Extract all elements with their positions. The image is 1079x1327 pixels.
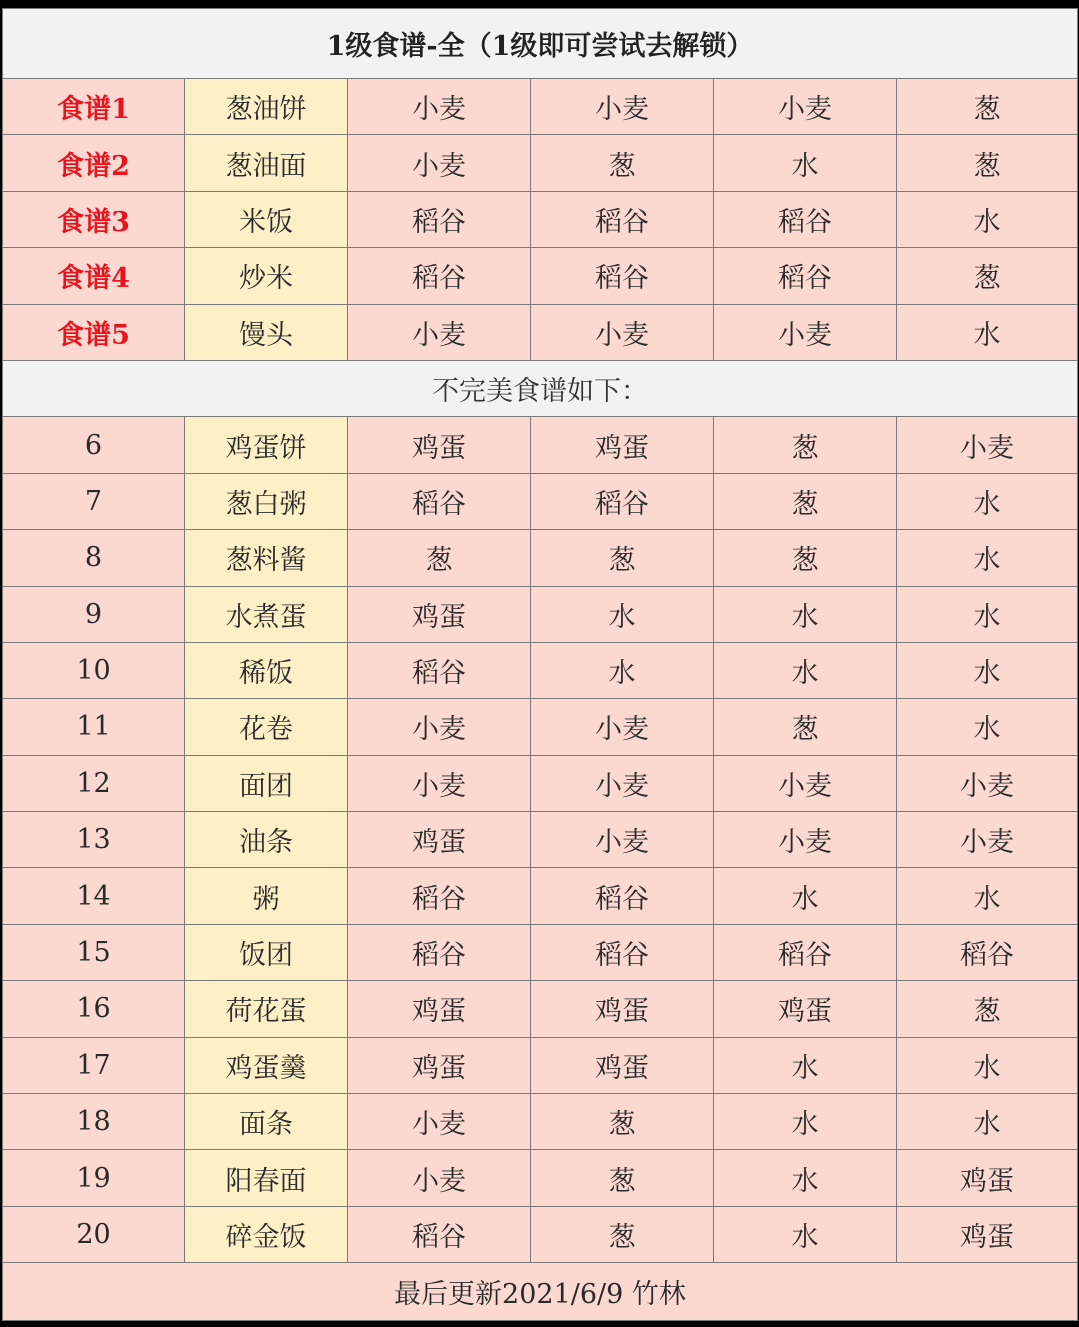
title-row <box>3 9 1078 79</box>
dish-name: 葱油饼 <box>185 79 348 135</box>
imperfect-header-row <box>3 360 1078 416</box>
ingredient-cell: 小麦 <box>714 79 897 135</box>
imperfect-recipe-row <box>3 1150 1078 1206</box>
ingredient-cell: 小麦 <box>714 755 897 811</box>
ingredient-cell: 葱 <box>714 473 897 529</box>
recipe-number: 食谱1 <box>3 79 185 135</box>
ingredient-cell: 水 <box>714 1094 897 1150</box>
ingredient-cell: 鸡蛋 <box>348 586 531 642</box>
recipe-number: 6 <box>3 417 185 473</box>
ingredient-cell: 葱 <box>348 530 531 586</box>
ingredient-cell: 水 <box>897 473 1078 529</box>
ingredient-cell: 水 <box>531 642 714 698</box>
ingredient-cell: 稻谷 <box>897 924 1078 980</box>
ingredient-cell: 葱 <box>531 530 714 586</box>
ingredient-cell: 葱 <box>714 417 897 473</box>
ingredient-cell: 水 <box>897 530 1078 586</box>
ingredient-cell: 鸡蛋 <box>348 981 531 1037</box>
perfect-recipe-row <box>3 304 1078 360</box>
imperfect-recipe-row <box>3 868 1078 924</box>
imperfect-recipe-row <box>3 981 1078 1037</box>
ingredient-cell: 稻谷 <box>531 924 714 980</box>
recipe-table <box>2 8 1078 1321</box>
ingredient-cell: 小麦 <box>714 812 897 868</box>
dish-name: 稀饭 <box>185 642 348 698</box>
dish-name: 油条 <box>185 812 348 868</box>
dish-name: 鸡蛋羹 <box>185 1037 348 1093</box>
ingredient-cell: 水 <box>897 699 1078 755</box>
ingredient-cell: 水 <box>897 1037 1078 1093</box>
dish-name: 水煮蛋 <box>185 586 348 642</box>
recipe-number: 20 <box>3 1206 185 1262</box>
recipe-number: 9 <box>3 586 185 642</box>
ingredient-cell: 葱 <box>531 1094 714 1150</box>
ingredient-cell: 水 <box>897 304 1078 360</box>
recipe-number: 16 <box>3 981 185 1037</box>
imperfect-recipe-row <box>3 812 1078 868</box>
ingredient-cell: 鸡蛋 <box>897 1150 1078 1206</box>
imperfect-recipe-row <box>3 1094 1078 1150</box>
ingredient-cell: 水 <box>531 586 714 642</box>
dish-name: 葱油面 <box>185 135 348 191</box>
recipe-number: 19 <box>3 1150 185 1206</box>
ingredient-cell: 水 <box>714 135 897 191</box>
imperfect-recipe-row <box>3 530 1078 586</box>
ingredient-cell: 小麦 <box>897 812 1078 868</box>
ingredient-cell: 鸡蛋 <box>714 981 897 1037</box>
imperfect-recipe-row <box>3 642 1078 698</box>
last-updated-note: 最后更新2021/6/9 竹林 <box>3 1263 1078 1321</box>
ingredient-cell: 水 <box>897 868 1078 924</box>
ingredient-cell: 小麦 <box>531 755 714 811</box>
recipe-number: 17 <box>3 1037 185 1093</box>
ingredient-cell: 稻谷 <box>531 473 714 529</box>
ingredient-cell: 稻谷 <box>531 868 714 924</box>
ingredient-cell: 稻谷 <box>348 868 531 924</box>
recipe-number: 食谱4 <box>3 248 185 304</box>
ingredient-cell: 葱 <box>714 530 897 586</box>
dish-name: 鸡蛋饼 <box>185 417 348 473</box>
ingredient-cell: 葱 <box>531 1206 714 1262</box>
recipe-number: 8 <box>3 530 185 586</box>
recipe-number: 14 <box>3 868 185 924</box>
recipe-number: 食谱2 <box>3 135 185 191</box>
ingredient-cell: 水 <box>897 1094 1078 1150</box>
dish-name: 阳春面 <box>185 1150 348 1206</box>
ingredient-cell: 葱 <box>897 135 1078 191</box>
dish-name: 粥 <box>185 868 348 924</box>
ingredient-cell: 稻谷 <box>348 1206 531 1262</box>
imperfect-recipe-row <box>3 417 1078 473</box>
recipe-number: 18 <box>3 1094 185 1150</box>
imperfect-recipe-row <box>3 473 1078 529</box>
ingredient-cell: 小麦 <box>348 304 531 360</box>
imperfect-recipe-row <box>3 924 1078 980</box>
perfect-recipe-row <box>3 248 1078 304</box>
imperfect-recipe-row <box>3 699 1078 755</box>
ingredient-cell: 稻谷 <box>714 248 897 304</box>
ingredient-cell: 鸡蛋 <box>531 417 714 473</box>
ingredient-cell: 水 <box>897 642 1078 698</box>
ingredient-cell: 小麦 <box>531 812 714 868</box>
dish-name: 馒头 <box>185 304 348 360</box>
ingredient-cell: 稻谷 <box>348 473 531 529</box>
dish-name: 花卷 <box>185 699 348 755</box>
ingredient-cell: 小麦 <box>897 417 1078 473</box>
recipe-number: 10 <box>3 642 185 698</box>
table-title: 1级食谱-全（1级即可尝试去解锁） <box>3 9 1078 79</box>
dish-name: 荷花蛋 <box>185 981 348 1037</box>
ingredient-cell: 水 <box>897 191 1078 247</box>
dish-name: 碎金饭 <box>185 1206 348 1262</box>
dish-name: 葱料酱 <box>185 530 348 586</box>
ingredient-cell: 水 <box>714 868 897 924</box>
dish-name: 面团 <box>185 755 348 811</box>
ingredient-cell: 葱 <box>897 981 1078 1037</box>
ingredient-cell: 稻谷 <box>348 924 531 980</box>
ingredient-cell: 葱 <box>714 699 897 755</box>
ingredient-cell: 葱 <box>897 79 1078 135</box>
ingredient-cell: 小麦 <box>348 755 531 811</box>
recipe-number: 食谱5 <box>3 304 185 360</box>
perfect-recipe-row <box>3 191 1078 247</box>
perfect-recipe-row <box>3 135 1078 191</box>
ingredient-cell: 稻谷 <box>348 191 531 247</box>
ingredient-cell: 稻谷 <box>714 191 897 247</box>
ingredient-cell: 小麦 <box>348 699 531 755</box>
ingredient-cell: 水 <box>714 1150 897 1206</box>
dish-name: 饭团 <box>185 924 348 980</box>
ingredient-cell: 鸡蛋 <box>348 417 531 473</box>
ingredient-cell: 葱 <box>531 1150 714 1206</box>
screenshot-frame <box>0 8 1079 1327</box>
ingredient-cell: 稻谷 <box>531 248 714 304</box>
footer-row <box>3 1263 1078 1321</box>
ingredient-cell: 鸡蛋 <box>897 1206 1078 1262</box>
ingredient-cell: 鸡蛋 <box>531 1037 714 1093</box>
recipe-number: 12 <box>3 755 185 811</box>
ingredient-cell: 鸡蛋 <box>348 812 531 868</box>
recipe-number: 13 <box>3 812 185 868</box>
imperfect-recipe-row <box>3 1206 1078 1262</box>
ingredient-cell: 小麦 <box>531 304 714 360</box>
ingredient-cell: 稻谷 <box>531 191 714 247</box>
ingredient-cell: 稻谷 <box>714 924 897 980</box>
ingredient-cell: 葱 <box>531 135 714 191</box>
imperfect-header: 不完美食谱如下： <box>3 360 1078 416</box>
ingredient-cell: 鸡蛋 <box>531 981 714 1037</box>
imperfect-recipe-row <box>3 755 1078 811</box>
ingredient-cell: 小麦 <box>348 79 531 135</box>
recipe-number: 7 <box>3 473 185 529</box>
ingredient-cell: 水 <box>714 642 897 698</box>
imperfect-recipe-row <box>3 1037 1078 1093</box>
recipe-number: 食谱3 <box>3 191 185 247</box>
ingredient-cell: 葱 <box>897 248 1078 304</box>
ingredient-cell: 小麦 <box>348 1150 531 1206</box>
recipe-number: 15 <box>3 924 185 980</box>
ingredient-cell: 稻谷 <box>348 248 531 304</box>
ingredient-cell: 稻谷 <box>348 642 531 698</box>
ingredient-cell: 水 <box>714 586 897 642</box>
ingredient-cell: 小麦 <box>531 699 714 755</box>
ingredient-cell: 水 <box>714 1206 897 1262</box>
imperfect-recipe-row <box>3 586 1078 642</box>
dish-name: 炒米 <box>185 248 348 304</box>
ingredient-cell: 小麦 <box>531 79 714 135</box>
ingredient-cell: 水 <box>897 586 1078 642</box>
ingredient-cell: 小麦 <box>897 755 1078 811</box>
ingredient-cell: 小麦 <box>714 304 897 360</box>
recipe-number: 11 <box>3 699 185 755</box>
ingredient-cell: 小麦 <box>348 135 531 191</box>
dish-name: 葱白粥 <box>185 473 348 529</box>
ingredient-cell: 水 <box>714 1037 897 1093</box>
dish-name: 面条 <box>185 1094 348 1150</box>
ingredient-cell: 小麦 <box>348 1094 531 1150</box>
dish-name: 米饭 <box>185 191 348 247</box>
perfect-recipe-row <box>3 79 1078 135</box>
ingredient-cell: 鸡蛋 <box>348 1037 531 1093</box>
